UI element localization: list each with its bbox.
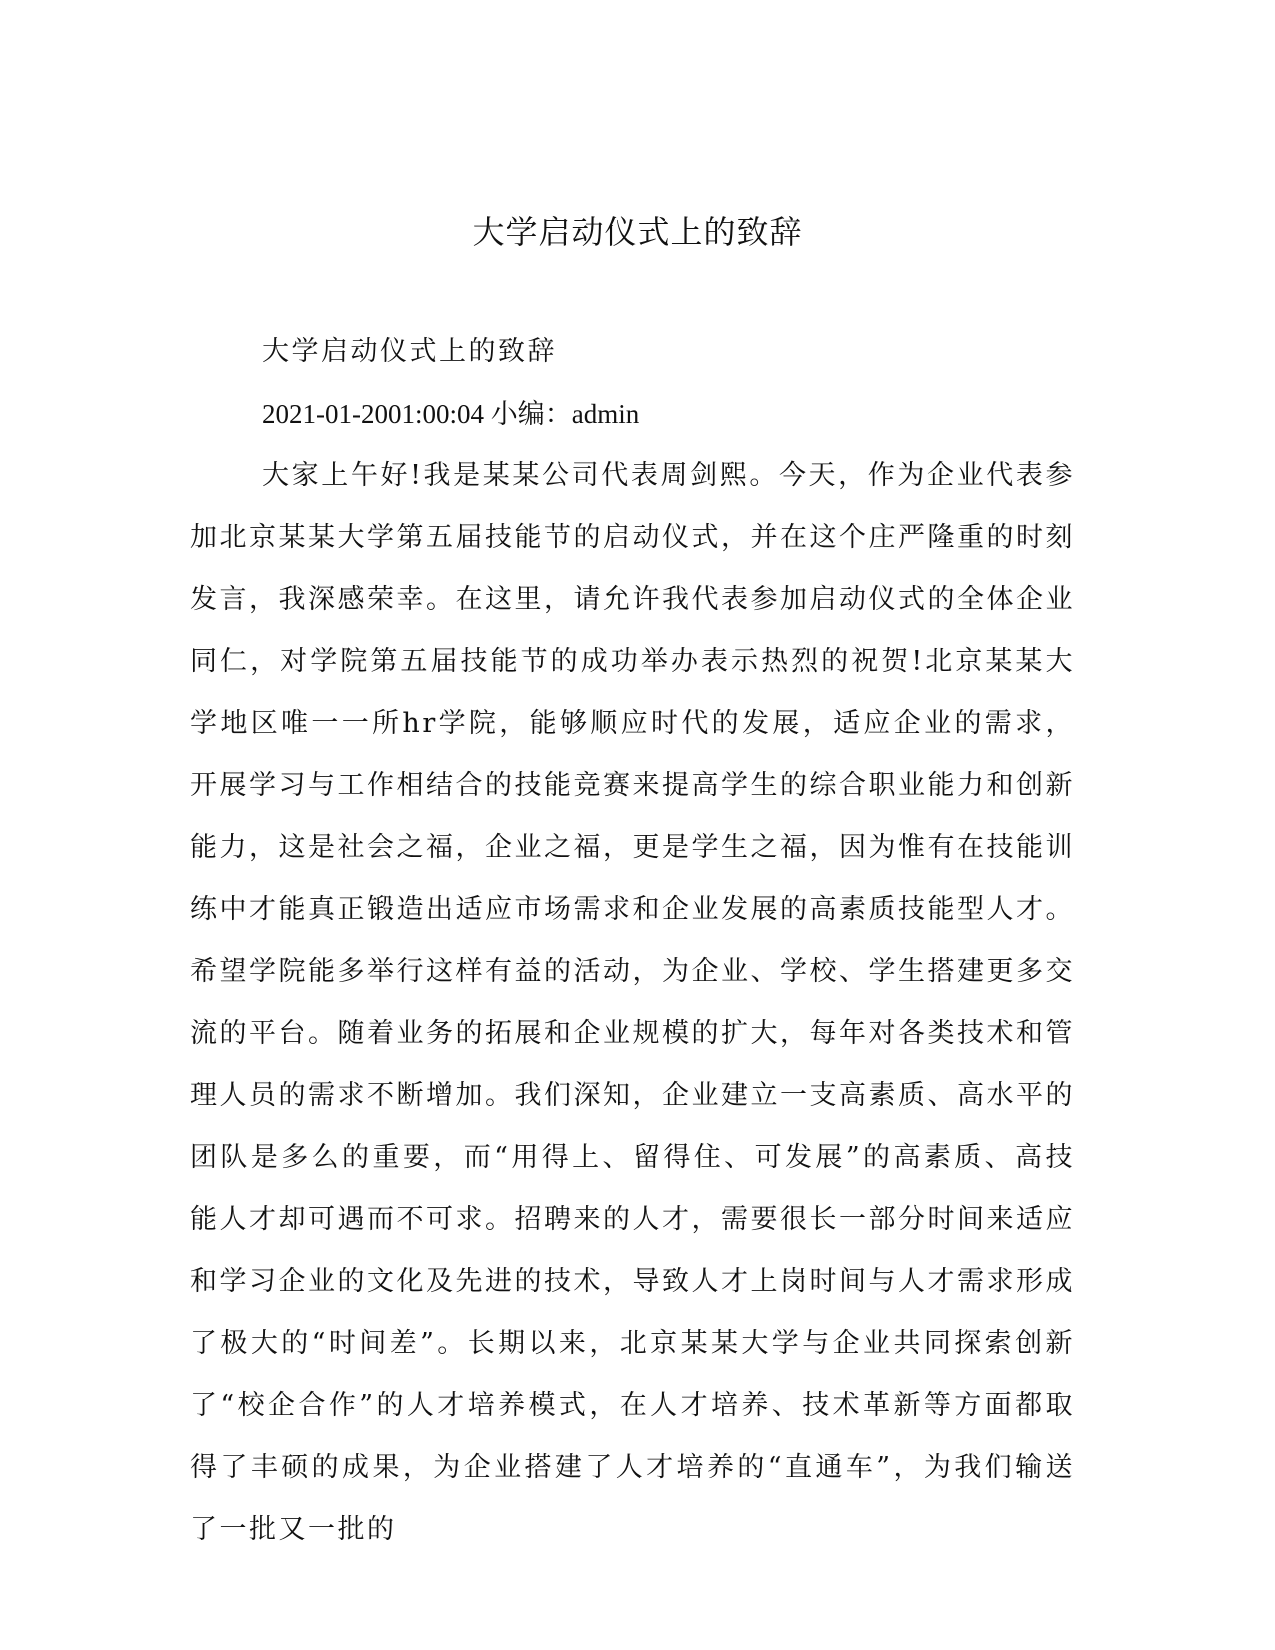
document-meta: 2021-01-2001:00:04 小编：admin: [262, 399, 640, 429]
document-body: [190, 321, 1075, 1561]
document-paragraph: 大家上午好!我是某某公司代表周剑熙。今天，作为企业代表参加北京某某大学第五届技能节的启动仪式，并在这个庄严隆重的时刻发言，我深感荣幸。在这里，请允许我代表参加启动仪式的全体企业同仁，对学院第五届技能节的成功举办表示热烈的祝贺!北京某某大学地区唯一一所hr学院，能够顺应时代的发展，适应企业的需求，开展学习与工作相结合的技能竞赛来提高学生的综合职业能力和创新能力，这是社会之福，企业之福，更是学生之福，因为惟有在技能训练中才能真正锻造出适应市场需求和企业发展的高素质技能型人才。希望学院能多举行这样有益的活动，为企业、学校、学生搭建更多交流的平台。随着业务的拓展和企业规模的扩大，每年对各类技术和管理人员的需求不断增加。我们深知，企业建立一支高素质、高水平的团队是多么的重要，而“用得上、留得住、可发展”的高素质、高技能人才却可遇而不可求。招聘来的人才，需要很长一部分时间来适应和学习企业的文化及先进的技术，导致人才上岗时间与人才需求形成了极大的“时间差”。长期以来，北京某某大学与企业共同探索创新了“校企合作”的人才培养模式，在人才培养、技术革新等方面都取得了丰硕的成果，为企业搭建了人才培养的“直通车”，为我们输送了一批又一批的: [190, 460, 1075, 1545]
document-title: 大学启动仪式上的致辞: [472, 213, 803, 251]
document-subtitle: 大学启动仪式上的致辞: [262, 336, 557, 367]
